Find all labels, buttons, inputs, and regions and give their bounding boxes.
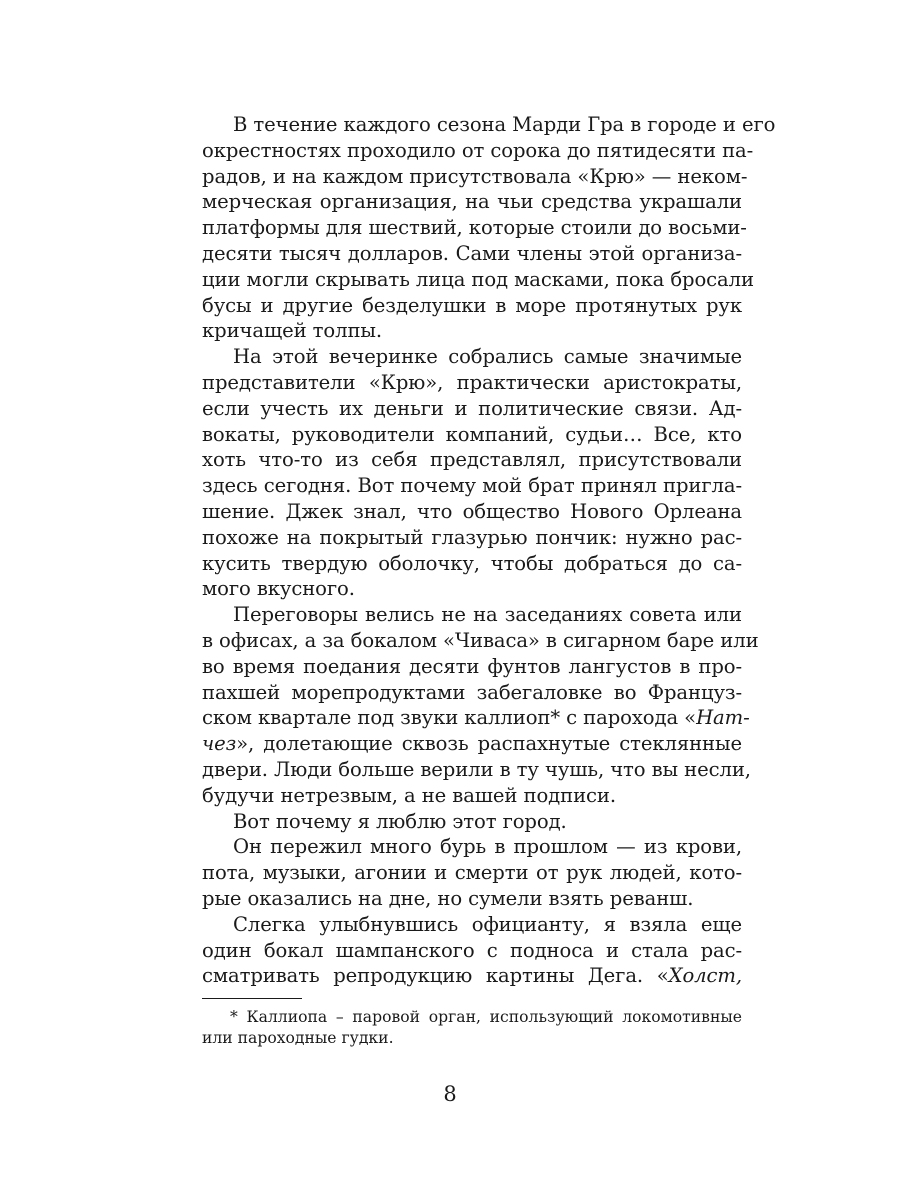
text-line: Переговоры велись не на заседаниях совета или (233, 603, 742, 627)
text-line: здесь сегодня. Вот почему мой брат принял пригла- (202, 474, 742, 498)
text-line: один бокал шампанского с подноса и стала рас- (202, 938, 742, 962)
text-segment: ском квартале под звуки каллиоп* с парохода « (202, 706, 697, 730)
italic-text: Нат- (696, 706, 750, 730)
text-line: похоже на покрытый глазурью пончик: нужно рас- (202, 525, 742, 549)
text-line: платформы для шествий, которые стоили до восьми- (202, 216, 747, 240)
text-line: вокаты, руководители компаний, судьи… Все, кто (202, 422, 742, 446)
text-line: В течение каждого сезона Марди Гра в городе и его (233, 113, 776, 136)
footnote-line: * Каллиопа – паровой орган, использующий локомотивные (230, 1008, 742, 1026)
text-line: кусить твердую оболочку, чтобы добраться до са- (202, 551, 742, 575)
text-line: мерческая организация, на чьи средства украшали (202, 190, 742, 214)
italic-text: Холст, (668, 964, 742, 988)
italic-text: чез (202, 732, 237, 756)
text-line (202, 705, 750, 731)
text-line: кричащей толпы. (202, 319, 383, 343)
text-line: Вот почему я люблю этот город. (233, 809, 567, 833)
text-line: ции могли скрывать лица под масками, пока бросали (202, 267, 754, 291)
text-line: На этой вечеринке собрались самые значимые (233, 345, 742, 369)
page-number: 8 (443, 1082, 457, 1106)
text-line: двери. Люди больше верили в ту чушь, что вы несли, (202, 757, 751, 781)
text-line: рые оказались на дне, но сумели взять реванш. (202, 886, 694, 910)
text-line: Он пережил много бурь в прошлом — из крови, (233, 835, 742, 859)
body-text (202, 112, 776, 989)
text-line: в офисах, а за бокалом «Чиваса» в сигарном баре или (202, 628, 759, 652)
text-line: шение. Джек знал, что общество Нового Орлеана (202, 499, 742, 523)
text-segment: сматривать репродукцию картины Дега. « (202, 964, 669, 988)
text-line: будучи нетрезвым, а не вашей подписи. (202, 783, 617, 807)
text-line: хоть что-то из себя представлял, присутствовали (202, 448, 742, 472)
text-line: Слегка улыбнувшись официанту, я взяла еще (233, 912, 742, 936)
text-line: радов, и на каждом присутствовала «Крю» — неком- (202, 164, 748, 188)
text-line: пота, музыки, агонии и смерти от рук людей, кото- (202, 861, 742, 885)
text-line: десяти тысяч долларов. Сами члены этой организа- (202, 241, 742, 265)
text-line: если учесть их деньги и политические связи. Ад- (202, 396, 742, 420)
text-line: представители «Крю», практически аристократы, (202, 370, 742, 394)
footnote-divider (202, 998, 302, 999)
text-line: мого вкусного. (202, 577, 355, 601)
footnote (202, 1007, 742, 1049)
text-line: окрестностях проходило от сорока до пятидесяти па- (202, 138, 754, 162)
text-line: во время поедания десяти фунтов лангустов в про- (202, 654, 742, 678)
text-line (202, 963, 742, 989)
text-line (202, 731, 742, 757)
footnote-line: или пароходные гудки. (202, 1029, 394, 1047)
text-segment: », долетающие сквозь распахнутые стеклянные (236, 732, 742, 756)
text-line: бусы и другие безделушки в море протянутых рук (202, 293, 742, 317)
text-line: пахшей морепродуктами забегаловке во Француз- (202, 680, 742, 704)
